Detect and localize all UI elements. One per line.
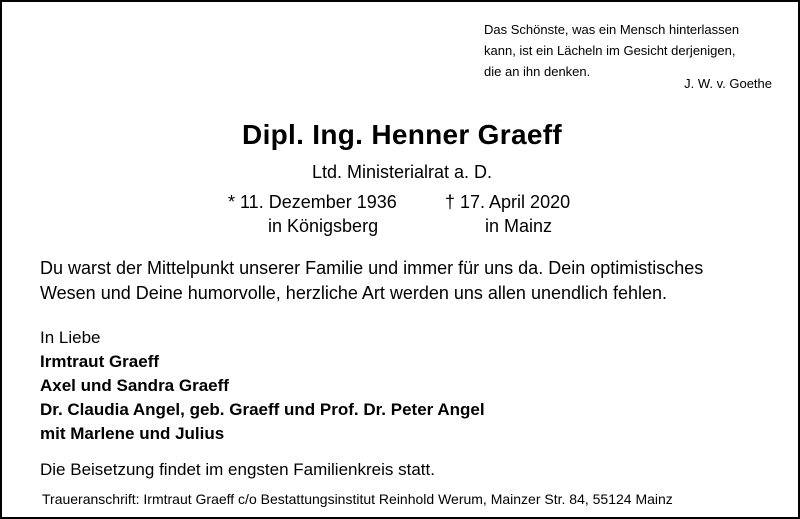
mourners-list bbox=[40, 350, 485, 446]
mourning-address: Traueranschrift: Irmtraut Graeff c/o Bestattungsinstitut Reinhold Werum, Mainzer Str. 84, 55124 Mainz bbox=[42, 491, 673, 507]
quote-author: J. W. v. Goethe bbox=[684, 76, 772, 91]
birth-date: * 11. Dezember 1936 bbox=[228, 192, 397, 212]
quote-line: kann, ist ein Lächeln im Gesicht derjenigen, bbox=[484, 43, 736, 58]
death-place: in Mainz bbox=[485, 216, 553, 236]
deceased-title: Ltd. Ministerialrat a. D. bbox=[311, 162, 493, 182]
greeting: In Liebe bbox=[40, 328, 101, 347]
quote-line: die an ihn denken. bbox=[484, 64, 591, 79]
mourner-name: Dr. Claudia Angel, geb. Graeff und Prof. Dr. Peter Angel bbox=[40, 400, 485, 419]
deceased-name: Dipl. Ing. Henner Graeff bbox=[242, 119, 562, 150]
message-line: Wesen und Deine humorvolle, herzliche Art werden uns allen unendlich fehlen. bbox=[40, 283, 668, 303]
mourner-name: Irmtraut Graeff bbox=[40, 352, 160, 371]
quote bbox=[484, 19, 784, 82]
birth-place: in Königsberg bbox=[268, 216, 379, 236]
mourner-name: mit Marlene und Julius bbox=[40, 424, 225, 443]
burial-note: Die Beisetzung findet im engsten Familienkreis statt. bbox=[40, 460, 435, 479]
quote-line: Das Schönste, was ein Mensch hinterlassen bbox=[484, 22, 740, 37]
death-date: † 17. April 2020 bbox=[445, 192, 571, 212]
message-line: Du warst der Mittelpunkt unserer Familie und immer für uns da. Dein optimistisches bbox=[40, 258, 704, 278]
memorial-message bbox=[40, 256, 780, 306]
mourner-name: Axel und Sandra Graeff bbox=[40, 376, 229, 395]
